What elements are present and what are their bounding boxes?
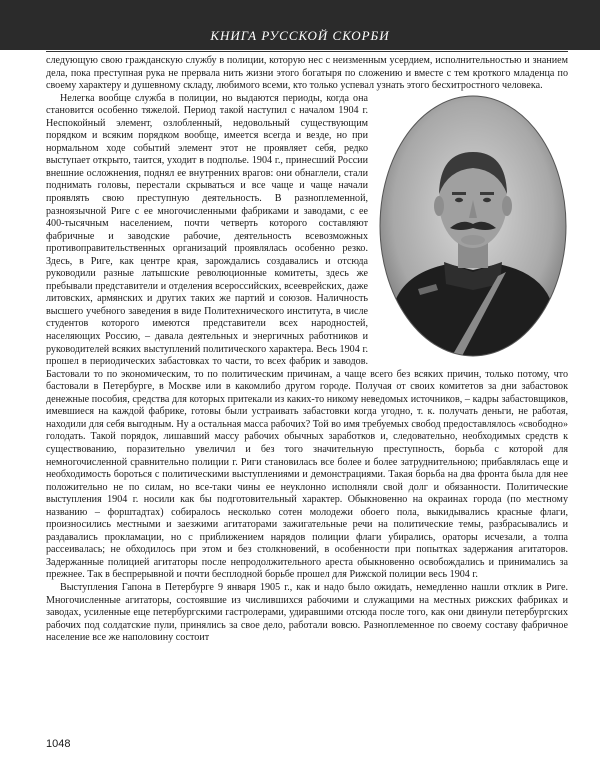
paragraph: Выступления Гапона в Петербурге 9 января 1905 г., как и надо было ожидать, немедленно нашли отклик в Риге. Многочисленные агитаторы, состоявшие из числившихся рабочими и служащими на местных рижских фабриках и заводах, усиленные еще петербургскими гастролерами, удиравшими отсюда после того, как они двинули петербургских рабочих под солдатские пули, принялись за свое дело, работали вовсю. Разноплеменное по своему составу фабричное население все же наполовину состоит <box>46 581 568 644</box>
book-title: КНИГА РУССКОЙ СКОРБИ <box>210 28 390 43</box>
paragraph: Нелегка вообще служба в полиции, но выдаются периоды, когда она становится особенно тяжелой. Период такой наступил с началом 1904 г. Неспокойный элемент, озлобленный, недовольный существующим порядком и всяким порядком вообще, имеется всегда и везде, но при нормальном ходе событий элемент этот не проявляет себя, редко выступает открыто, таится, уходит в подполье. 1904 г., принесший России внешние осложнения, поднял ее внутренних врагов: они обнаглели, стали поднимать головы, перестали скрываться и все чаще и чаще начали проявлять свою преступную деятельность. В разноплеменной, разноязычной Риге с ее многочисленными фабриками и заводами, с ее 400-тысячным населением, почти четверть которого составляют фабричные и заводские рабочие, деятельность всевозможных противоправительственных организаций проявлялась особенно резко. Здесь, в Риге, как центре края, зарождались создавались и отсюда руководили разные латышские революционные комитеты, здесь же пребывали представители и отделения всероссийских, всееврейских, даже литовских, армянских и других таких же партий и союзов. Наличность высшего учебного заведения в виде Политехнического института, в числе студентов которого имеются представители всех народностей, населяющих Россию, – давала деятельных и энергичных работников и руководителей всяких выступлений политического характера. Весь 1904 г. прошел в периодических забастовках то части, то всех фабрик и заводов. Бастовали то по экономическим, то по политическим причинам, а чаще всего без всяких причин, только потому, что бастовали в Петербурге, в Москве или в какомлибо другом городе. Получая от своих комитетов за дни забастовок денежные пособия, средства для которых притекали из каких-то никому неведомых источников, – кадры забастовщиков, имевшиеся на каждой фабрике, готовы были устраивать забастовки когда угодно, т. к. получать деньги, не работая, находили для себя выгодным. Ну а остальная масса рабочих? Той во имя требуемых свобод предоставлялось «свободно» голодать. Такой порядок, лишавший массу рабочих обычных заработков и, следовательно, необходимых средств к существованию, поразительно увеличил и без того значительную преступность, борьба с которой для немногочисленной сравнительно полиции г. Риги становилась все более и более затруднительною; прибавлялась еще и необходимость бороться с политическими выступлениями и демонстрациями. Такая борьба на два фронта была для нее положительно не по силам, но все-таки чины ее неуклонно исполняли свой долг и обязанности. Политические выступления 1904 г. носили как бы подготовительный характер. Обыкновенно на окраинах города (по местному названию – форштадтах) собиралось несколько сотен молодежи обоего пола, выкидывались красные флаги, произносились местными и заезжими агитаторами зажигательные речи на политические темы, разбрасывались и раздавались прокламации, но с приближением нарядов полиции флаги убирались, ораторы исчезали, а толпа рассеивалась; не обходилось при этом и без столкновений, в особенности при попытках задержания агитаторов. Задержанные полицией агитаторы после непродолжительного ареста обыкновенно освобождались и принимались за прежнее. Так в беспрерывной и почти бесплодной борьбе прошел для Рижской полиции весь 1904 г. <box>46 92 568 581</box>
page-number: 1048 <box>46 738 71 750</box>
paragraph: следующую свою гражданскую службу в полиции, которую нес с неизменным усердием, исполнительностью и знанием дела, пока преступная рука не прервала нить жизни этого богатыря по сложению и вместе с тем кроткого младенца по своему характеру и душевному складу, любимого всеми, кто только успевал узнать этого бесхитростного человека. <box>46 55 568 92</box>
portrait-photo <box>378 94 568 359</box>
header-rule <box>46 51 568 52</box>
officer-portrait <box>378 94 568 359</box>
running-header <box>0 0 600 50</box>
body-text <box>46 55 568 645</box>
